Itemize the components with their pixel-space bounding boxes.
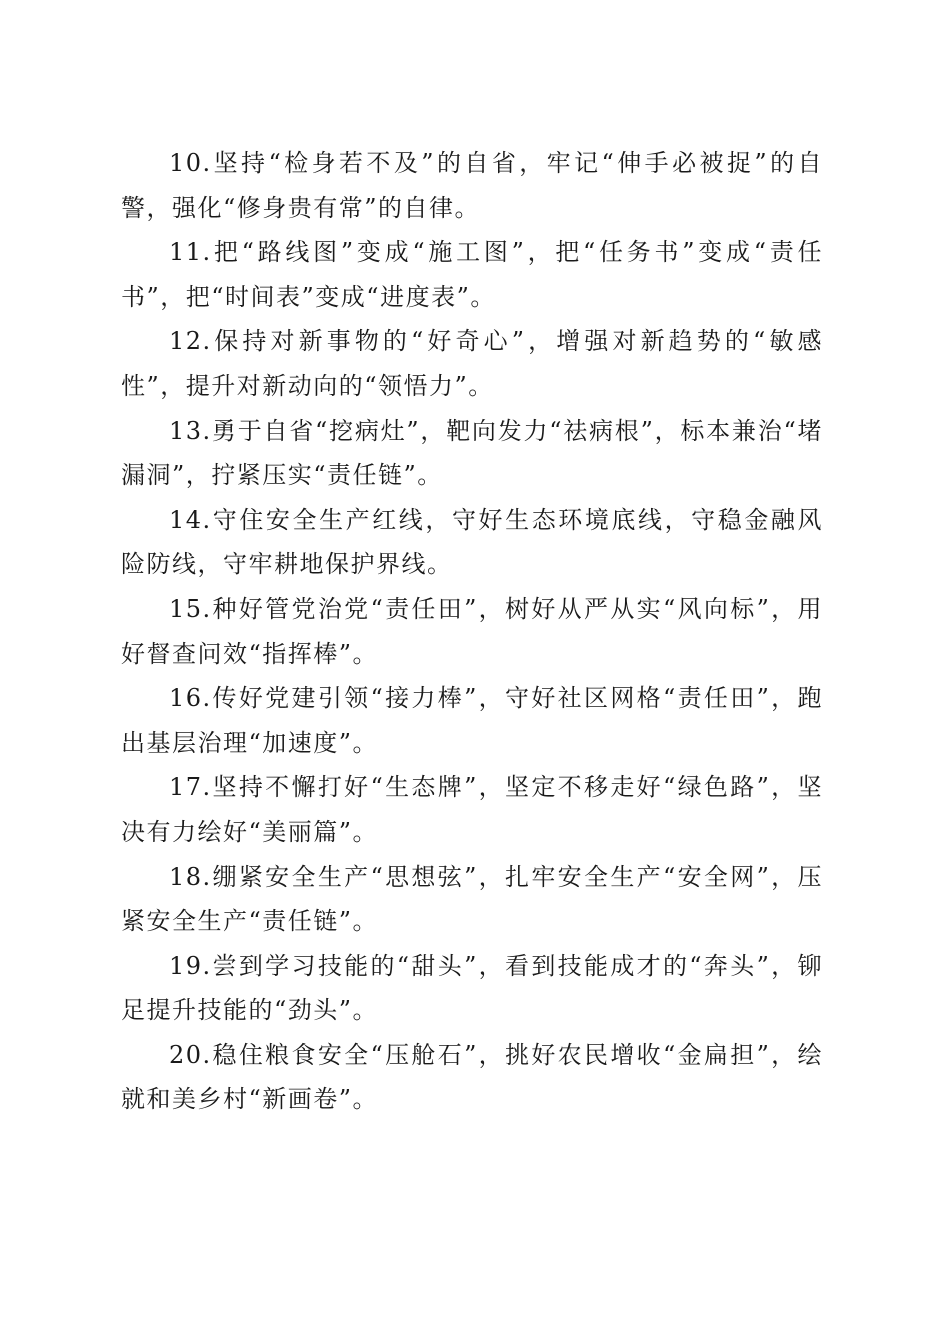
paragraph-19: 19.尝到学习技能的“甜头”，看到技能成才的“奔头”，铆足提升技能的“劲头”。	[121, 951, 823, 1025]
paragraph-14: 14.守住安全生产红线，守好生态环境底线，守稳金融风险防线，守牢耕地保护界线。	[121, 505, 823, 579]
paragraph-16: 16.传好党建引领“接力棒”，守好社区网格“责任田”，跑出基层治理“加速度”。	[121, 684, 823, 757]
paragraph-15: 15.种好管党治党“责任田”，树好从严从实“风向标”，用好督查问效“指挥棒”。	[121, 594, 823, 668]
paragraph-12: 12.保持对新事物的“好奇心”，增强对新趋势的“敏感性”，提升对新动向的“领悟力”。	[121, 327, 823, 400]
paragraph-13: 13.勇于自省“挖病灶”，靶向发力“祛病根”，标本兼治“堵漏洞”，拧紧压实“责任链”。	[121, 416, 823, 490]
paragraph-20: 20.稳住粮食安全“压舱石”，挑好农民增收“金扁担”，绘就和美乡村“新画卷”。	[121, 1040, 823, 1114]
paragraph-18: 18.绷紧安全生产“思想弦”，扎牢安全生产“安全网”，压紧安全生产“责任链”。	[121, 862, 823, 936]
paragraph-11: 11.把“路线图”变成“施工图”，把“任务书”变成“责任书”，把“时间表”变成“进度表”。	[121, 238, 823, 311]
document-body	[121, 141, 823, 1122]
paragraph-10: 10.坚持“检身若不及”的自省，牢记“伸手必被捉”的自警，强化“修身贵有常”的自律。	[121, 149, 823, 222]
paragraph-17: 17.坚持不懈打好“生态牌”，坚定不移走好“绿色路”，坚决有力绘好“美丽篇”。	[121, 773, 823, 846]
